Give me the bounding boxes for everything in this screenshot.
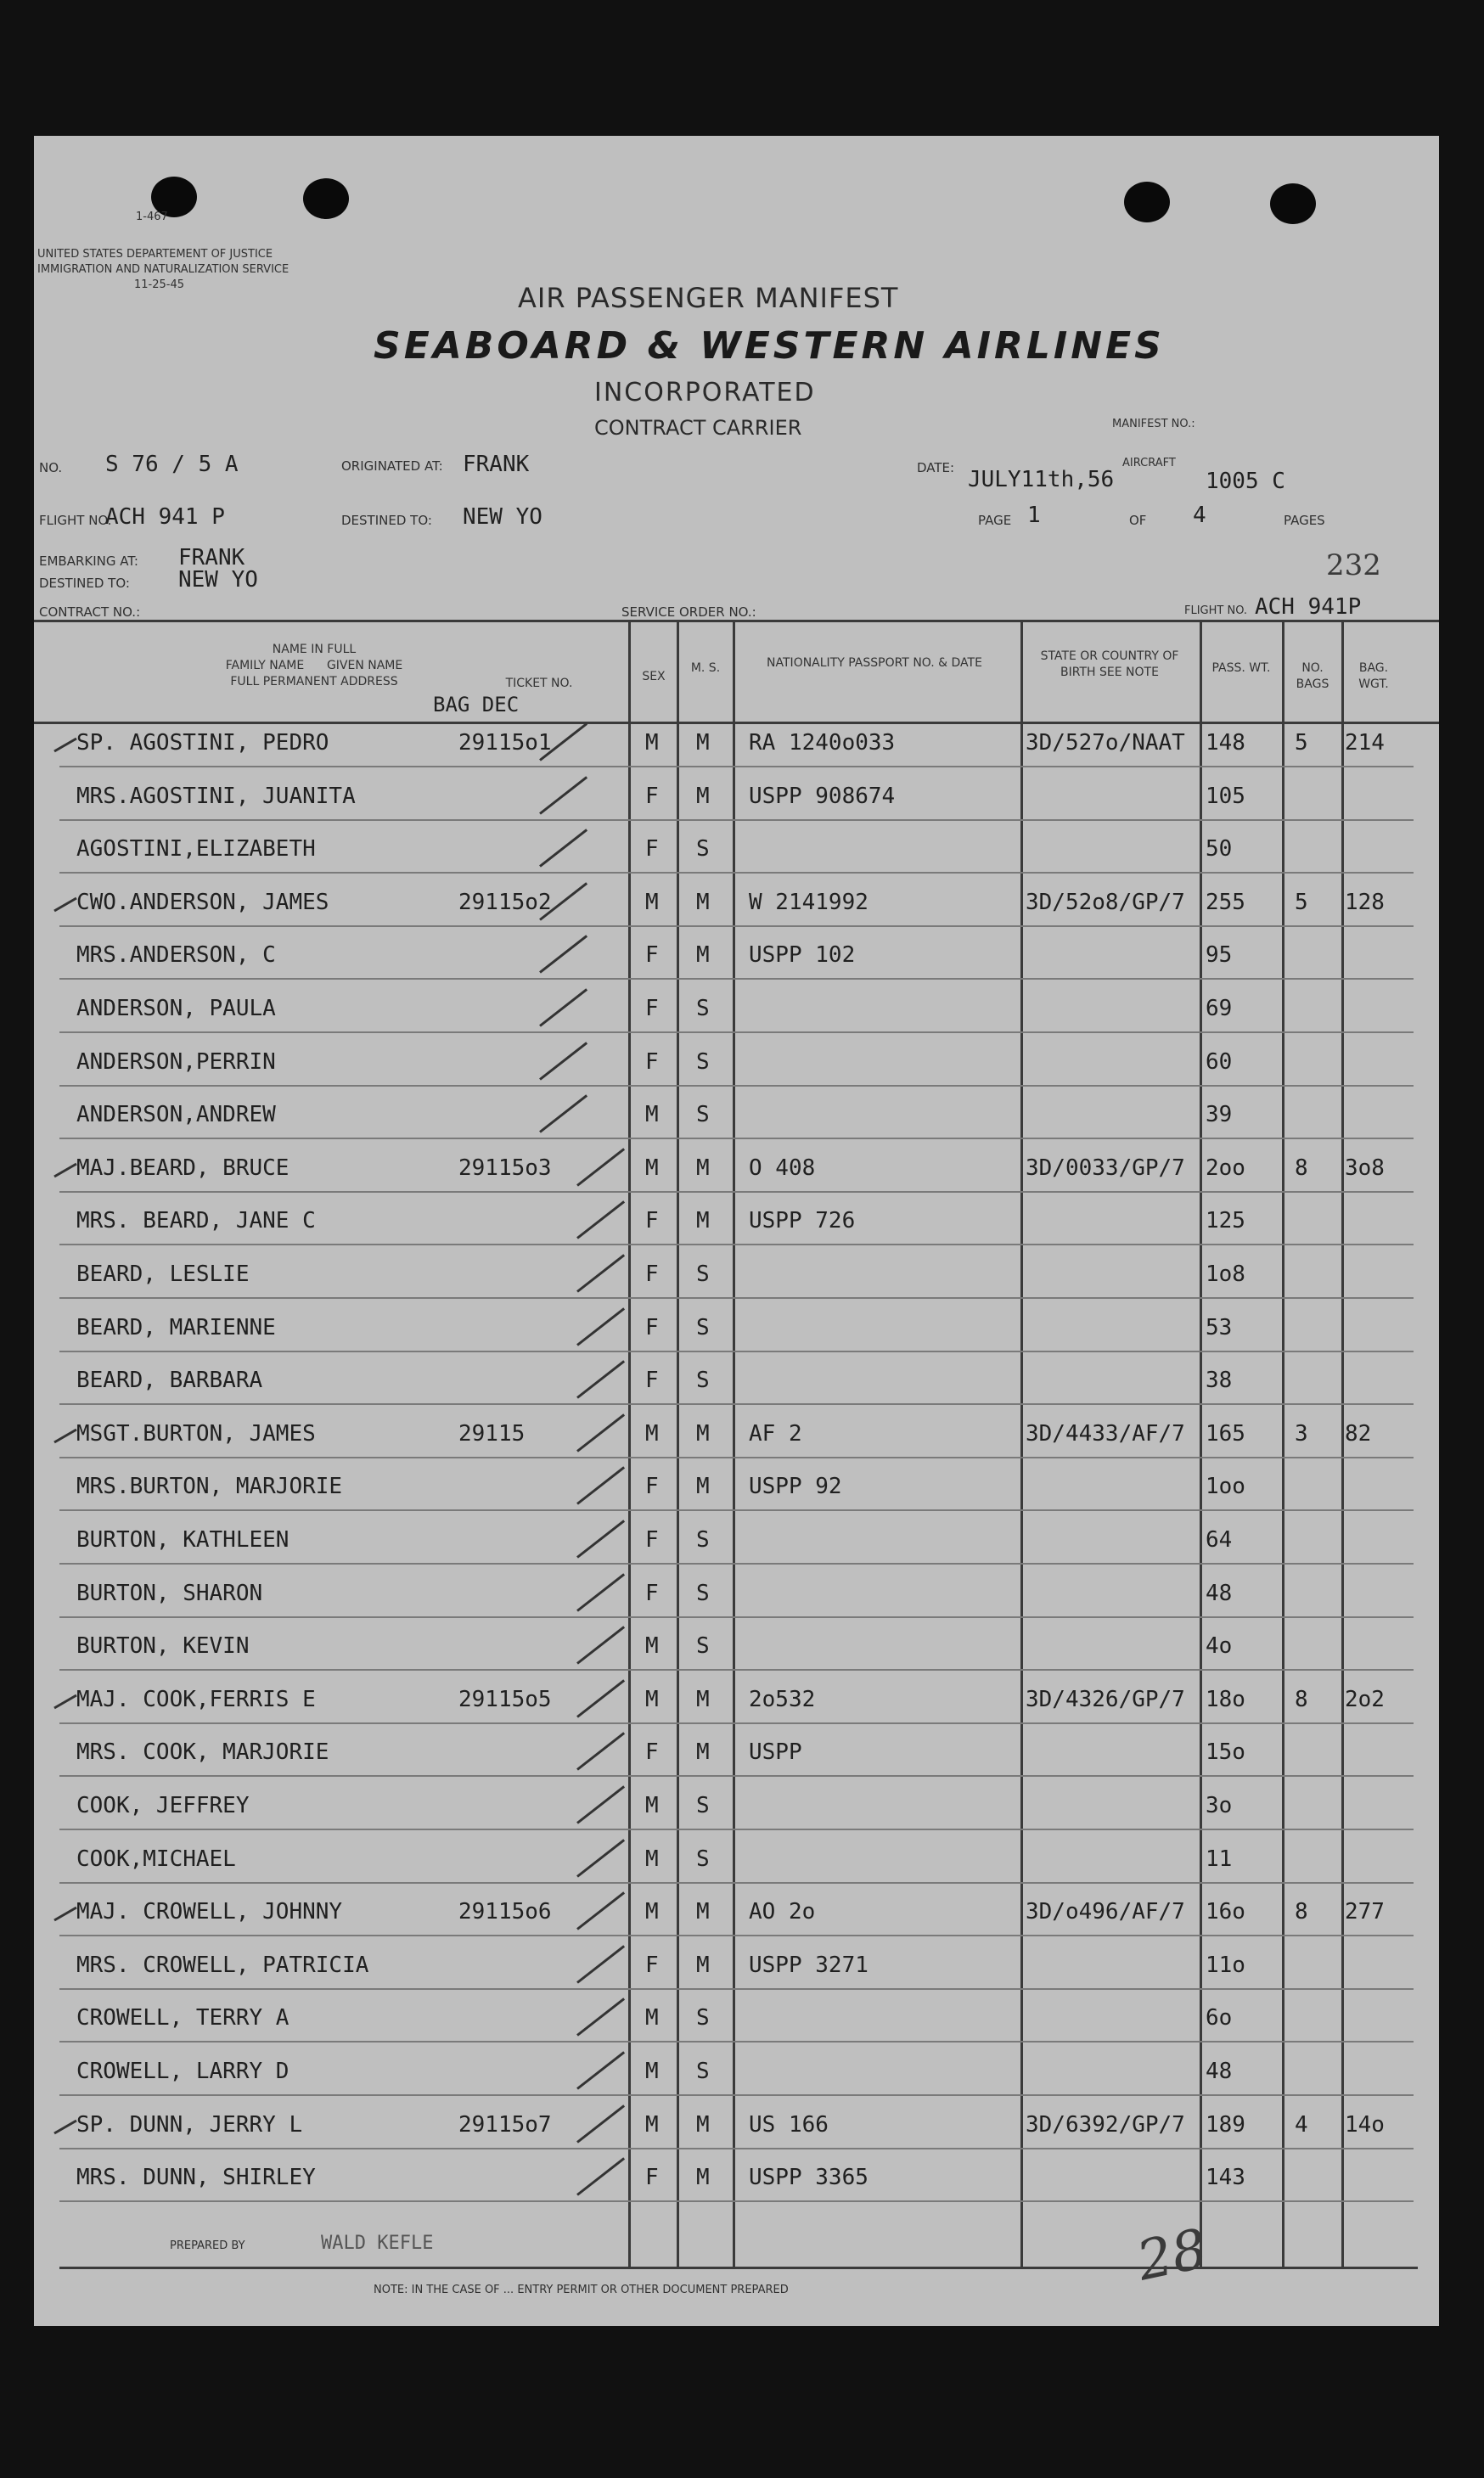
col-rule (628, 620, 631, 2268)
col-ticket-header: TICKET NO. (505, 677, 573, 690)
passenger-name: MSGT.BURTON, JAMES (76, 1420, 316, 1447)
passenger-weight: 53 (1206, 1314, 1233, 1340)
punch-hole (1124, 182, 1170, 222)
check-mark (539, 1042, 587, 1080)
birth-state: 3D/4326/GP/7 (1026, 1686, 1185, 1712)
number-of-bags: 8 (1295, 1686, 1308, 1712)
bag-dec-number: 29115o3 (458, 1155, 552, 1181)
footer-note: NOTE: IN THE CASE OF ... ENTRY PERMIT OR OTHER DOCUMENT PREPARED (374, 2284, 789, 2296)
form-number: 1-467 (136, 211, 168, 223)
head-of-family-mark (53, 1907, 76, 1922)
originated-label: ORIGINATED AT: (341, 458, 443, 474)
passenger-weight: 148 (1206, 730, 1245, 756)
check-mark (576, 1360, 625, 1398)
passenger-name: COOK,MICHAEL (76, 1846, 236, 1872)
check-mark (539, 829, 587, 867)
bag-weight: 14o (1345, 2111, 1385, 2138)
of-label: OF (1129, 513, 1147, 528)
bag-weight: 82 (1345, 1420, 1372, 1447)
manifest-no-label: MANIFEST NO.: (1112, 418, 1195, 430)
passenger-marital-status: M (696, 1420, 710, 1447)
pages-label: PAGES (1284, 513, 1325, 528)
passenger-name: MRS.AGOSTINI, JUANITA (76, 783, 356, 809)
prepared-label: PREPARED BY (170, 2239, 245, 2252)
passenger-weight: 4o (1206, 1633, 1233, 1660)
bag-dec-number: 29115 (458, 1420, 526, 1447)
passenger-name: BEARD, MARIENNE (76, 1314, 276, 1340)
col-bagdec-header: BAG DEC (433, 693, 520, 716)
passenger-sex: F (645, 1261, 659, 1287)
passenger-sex: F (645, 1368, 659, 1394)
bag-weight: 3o8 (1345, 1155, 1385, 1181)
check-mark (576, 1998, 625, 2037)
date-label: DATE: (917, 460, 955, 475)
row-rule (59, 1563, 1414, 1565)
flight-no-label: FLIGHT NO. (39, 513, 112, 528)
check-mark (539, 1094, 587, 1132)
of-value: 4 (1193, 503, 1206, 528)
passenger-marital-status: S (696, 996, 710, 1021)
passenger-marital-status: M (696, 1952, 710, 1978)
service-order-label: SERVICE ORDER NO.: (621, 604, 756, 620)
passenger-weight: 16o (1206, 1899, 1245, 1925)
passport-number: W 2141992 (749, 889, 868, 915)
number-of-bags: 5 (1295, 730, 1308, 756)
col-rule (1341, 620, 1344, 2268)
passenger-weight: 143 (1206, 2165, 1245, 2191)
passenger-marital-status: M (696, 730, 710, 756)
bag-weight: 214 (1345, 730, 1385, 756)
passenger-marital-status: M (696, 1474, 710, 1500)
passenger-weight: 189 (1206, 2111, 1245, 2138)
check-mark (539, 776, 587, 814)
handwritten-total: 28 (1132, 2217, 1213, 2294)
passenger-sex: F (645, 1739, 659, 1766)
passenger-marital-status: S (696, 1314, 710, 1340)
page-label: PAGE (978, 513, 1012, 528)
row-rule (59, 766, 1414, 767)
check-mark (576, 1413, 625, 1452)
row-rule (59, 1722, 1414, 1724)
passenger-weight: 165 (1206, 1420, 1245, 1447)
row-rule (59, 1191, 1414, 1193)
bag-weight: 128 (1345, 889, 1385, 915)
passenger-sex: F (645, 783, 659, 809)
row-rule (59, 925, 1414, 927)
passenger-name: BURTON, SHARON (76, 1580, 263, 1606)
contract-carrier: CONTRACT CARRIER (594, 416, 802, 440)
embarking-label: EMBARKING AT: (39, 553, 138, 569)
check-mark (576, 1201, 625, 1239)
passenger-weight: 69 (1206, 996, 1233, 1021)
passenger-weight: 60 (1206, 1048, 1233, 1075)
passenger-weight: 48 (1206, 2059, 1233, 2084)
passenger-sex: F (645, 996, 659, 1021)
row-rule (59, 1297, 1414, 1299)
bag-dec-number: 29115o5 (458, 1686, 552, 1712)
flight-no2-label: FLIGHT NO. (1184, 604, 1248, 617)
head-of-family-mark (53, 1694, 76, 1709)
row-rule (59, 1669, 1414, 1671)
destined-label: DESTINED TO: (341, 513, 432, 528)
table-bottom-rule (59, 2267, 1418, 2269)
col-rule (1200, 620, 1202, 2268)
passenger-weight: 18o (1206, 1686, 1245, 1712)
passenger-marital-status: S (696, 1261, 710, 1287)
row-rule (59, 872, 1414, 874)
passenger-weight: 50 (1206, 836, 1233, 863)
passenger-weight: 105 (1206, 783, 1245, 809)
passenger-sex: F (645, 1580, 659, 1606)
col-rule (1020, 620, 1023, 2268)
passenger-sex: F (645, 1474, 659, 1500)
passenger-marital-status: S (696, 1368, 710, 1394)
page-number-handwritten: 232 (1326, 548, 1381, 582)
passenger-sex: M (645, 730, 659, 756)
passenger-marital-status: S (696, 1527, 710, 1553)
check-mark (539, 936, 587, 974)
passenger-weight: 95 (1206, 942, 1233, 969)
row-rule (59, 1882, 1414, 1884)
passenger-weight: 1oo (1206, 1474, 1245, 1500)
row-rule (59, 819, 1414, 821)
row-rule (59, 1457, 1414, 1458)
row-rule (59, 978, 1414, 980)
passenger-marital-status: S (696, 1633, 710, 1660)
passenger-marital-status: M (696, 1739, 710, 1766)
dest-to-label: DESTINED TO: (39, 576, 130, 591)
check-mark (576, 1254, 625, 1292)
passenger-name: CROWELL, LARRY D (76, 2059, 289, 2084)
bag-dec-number: 29115o2 (458, 889, 552, 915)
airline-name: SEABOARD & WESTERN AIRLINES (374, 324, 1165, 368)
check-mark (576, 1891, 625, 1930)
manifest-title: AIR PASSENGER MANIFEST (518, 282, 899, 314)
check-mark (576, 1520, 625, 1558)
passport-number: AO 2o (749, 1899, 816, 1925)
col-ms-header: M. S. (690, 661, 721, 675)
birth-state: 3D/527o/NAAT (1026, 730, 1185, 756)
check-mark (576, 1626, 625, 1664)
passenger-name: MRS. DUNN, SHIRLEY (76, 2165, 316, 2191)
no-label: NO. (39, 460, 63, 475)
passenger-weight: 15o (1206, 1739, 1245, 1766)
head-of-family-mark (53, 1162, 76, 1177)
row-rule (59, 1403, 1414, 1405)
flight-no2-value: ACH 941P (1255, 594, 1362, 620)
row-rule (59, 2041, 1414, 2043)
row-rule (59, 1031, 1414, 1033)
date-value: JULY11th,56 (968, 467, 1115, 492)
row-rule (59, 1509, 1414, 1511)
table-top-rule (34, 620, 1439, 622)
passenger-weight: 1o8 (1206, 1261, 1245, 1287)
row-rule (59, 1775, 1414, 1777)
row-rule (59, 2200, 1414, 2202)
passenger-name: CROWELL, TERRY A (76, 2005, 289, 2031)
passenger-marital-status: M (696, 2165, 710, 2191)
check-mark (576, 2104, 625, 2143)
check-mark (576, 1573, 625, 1611)
check-mark (576, 2051, 625, 2089)
row-rule (59, 2148, 1414, 2149)
row-rule (59, 1988, 1414, 1990)
col-rule (1282, 620, 1284, 2268)
passenger-weight: 125 (1206, 1208, 1245, 1234)
passenger-sex: F (645, 1048, 659, 1075)
passenger-name: MRS. BEARD, JANE C (76, 1208, 316, 1234)
destined-value: NEW YO (463, 504, 542, 530)
bag-dec-number: 29115o6 (458, 1899, 552, 1925)
punch-hole (303, 178, 349, 219)
flight-no-value: ACH 941 P (105, 504, 225, 530)
row-rule (59, 1935, 1414, 1936)
check-mark (576, 2157, 625, 2195)
passenger-weight: 39 (1206, 1102, 1233, 1128)
punch-hole (1270, 183, 1316, 224)
passenger-sex: M (645, 1686, 659, 1712)
passenger-marital-status: S (696, 1048, 710, 1075)
passport-number: USPP 3271 (749, 1952, 868, 1978)
col-passwt-header: PASS. WT. (1211, 661, 1271, 675)
row-rule (59, 1244, 1414, 1245)
passenger-sex: F (645, 1208, 659, 1234)
manifest-page (34, 136, 1439, 2326)
passenger-sex: F (645, 836, 659, 863)
originated-value: FRANK (463, 452, 530, 477)
passenger-marital-status: M (696, 889, 710, 915)
form-date: 11-25-45 (134, 278, 185, 291)
passenger-sex: F (645, 1527, 659, 1553)
form-service: IMMIGRATION AND NATURALIZATION SERVICE (37, 263, 289, 276)
passport-number: 2o532 (749, 1686, 816, 1712)
passenger-weight: 6o (1206, 2005, 1233, 2031)
birth-state: 3D/6392/GP/7 (1026, 2111, 1185, 2138)
passenger-sex: M (645, 2059, 659, 2084)
col-nobags-header: NO. BAGS (1296, 661, 1329, 691)
check-mark (576, 1307, 625, 1346)
passenger-sex: F (645, 942, 659, 969)
passenger-name: BEARD, BARBARA (76, 1368, 263, 1394)
birth-state: 3D/52o8/GP/7 (1026, 889, 1185, 915)
check-mark (576, 1679, 625, 1717)
bag-weight: 2o2 (1345, 1686, 1385, 1712)
col-state-header: STATE OR COUNTRY OF BIRTH SEE NOTE (1040, 649, 1179, 679)
contract-label: CONTRACT NO.: (39, 604, 141, 620)
passenger-name: MAJ.BEARD, BRUCE (76, 1155, 289, 1181)
head-of-family-mark (53, 1428, 76, 1443)
form-agency: UNITED STATES DEPARTEMENT OF JUSTICE (37, 248, 273, 261)
passenger-name: SP. DUNN, JERRY L (76, 2111, 303, 2138)
number-of-bags: 8 (1295, 1899, 1308, 1925)
bag-dec-number: 29115o1 (458, 730, 552, 756)
passenger-name: ANDERSON,PERRIN (76, 1048, 276, 1075)
passenger-weight: 38 (1206, 1368, 1233, 1394)
header-bottom-rule (34, 722, 1439, 724)
passenger-marital-status: M (696, 1155, 710, 1181)
passenger-marital-status: M (696, 1686, 710, 1712)
passenger-name: CWO.ANDERSON, JAMES (76, 889, 329, 915)
passport-number: USPP 92 (749, 1474, 842, 1500)
passenger-weight: 64 (1206, 1527, 1233, 1553)
passenger-marital-status: S (696, 1580, 710, 1606)
passenger-weight: 11o (1206, 1952, 1245, 1978)
passport-number: US 166 (749, 2111, 829, 2138)
passenger-weight: 3o (1206, 1793, 1233, 1818)
passenger-marital-status: M (696, 1208, 710, 1234)
passenger-name: BEARD, LESLIE (76, 1261, 250, 1287)
passenger-marital-status: M (696, 2111, 710, 2138)
head-of-family-mark (53, 2119, 76, 2134)
passenger-name: MRS.BURTON, MARJORIE (76, 1474, 343, 1500)
passenger-weight: 48 (1206, 1580, 1233, 1606)
check-mark (576, 1785, 625, 1823)
birth-state: 3D/o496/AF/7 (1026, 1899, 1185, 1925)
passenger-marital-status: S (696, 1846, 710, 1872)
row-rule (59, 1616, 1414, 1618)
col-sex-header: SEX (642, 670, 666, 683)
passport-number: USPP 726 (749, 1208, 856, 1234)
aircraft-label: AIRCRAFT (1122, 457, 1176, 469)
passenger-name: ANDERSON, PAULA (76, 996, 276, 1021)
bag-weight: 277 (1345, 1899, 1385, 1925)
passenger-name: BURTON, KEVIN (76, 1633, 250, 1660)
passenger-sex: M (645, 2005, 659, 2031)
check-mark (576, 1733, 625, 1771)
passenger-sex: M (645, 1846, 659, 1872)
aircraft-value: 1005 C (1206, 469, 1285, 494)
check-mark (576, 1945, 625, 1983)
passenger-name: COOK, JEFFREY (76, 1793, 250, 1818)
passenger-marital-status: M (696, 942, 710, 969)
passenger-marital-status: S (696, 2059, 710, 2084)
passenger-marital-status: S (696, 2005, 710, 2031)
row-rule (59, 1138, 1414, 1139)
number-of-bags: 4 (1295, 2111, 1308, 2138)
passport-number: RA 1240o033 (749, 730, 896, 756)
passenger-name: SP. AGOSTINI, PEDRO (76, 730, 329, 756)
passenger-sex: M (645, 1102, 659, 1128)
passenger-name: ANDERSON,ANDREW (76, 1102, 276, 1128)
col-name-header: NAME IN FULL FAMILY NAME GIVEN NAME FULL PERMANENT ADDRESS (225, 643, 403, 688)
dest-to-value: NEW YO (178, 567, 258, 593)
passenger-weight: 2oo (1206, 1155, 1245, 1181)
passenger-name: AGOSTINI,ELIZABETH (76, 836, 316, 863)
col-rule (733, 620, 735, 2268)
birth-state: 3D/0033/GP/7 (1026, 1155, 1185, 1181)
head-of-family-mark (53, 738, 76, 753)
passenger-sex: M (645, 1793, 659, 1818)
passenger-name: MRS. COOK, MARJORIE (76, 1739, 329, 1766)
passenger-sex: M (645, 1420, 659, 1447)
passenger-name: MAJ. CROWELL, JOHNNY (76, 1899, 343, 1925)
row-rule (59, 1351, 1414, 1352)
head-of-family-mark (53, 896, 76, 912)
passenger-marital-status: S (696, 836, 710, 863)
number-of-bags: 5 (1295, 889, 1308, 915)
passport-number: O 408 (749, 1155, 816, 1181)
passenger-sex: M (645, 2111, 659, 2138)
row-rule (59, 1085, 1414, 1087)
passport-number: USPP 3365 (749, 2165, 868, 2191)
passenger-sex: F (645, 1314, 659, 1340)
passenger-sex: M (645, 1899, 659, 1925)
passport-number: USPP 908674 (749, 783, 896, 809)
passenger-name: MRS. CROWELL, PATRICIA (76, 1952, 369, 1978)
passport-number: USPP 102 (749, 942, 856, 969)
embarking-value: FRANK (178, 545, 245, 570)
col-nationality-header: NATIONALITY PASSPORT NO. & DATE (767, 656, 982, 670)
passenger-marital-status: S (696, 1102, 710, 1128)
check-mark (539, 988, 587, 1026)
passenger-marital-status: M (696, 783, 710, 809)
passenger-marital-status: M (696, 1899, 710, 1925)
passenger-sex: M (645, 1155, 659, 1181)
row-rule (59, 2094, 1414, 2096)
passport-number: AF 2 (749, 1420, 802, 1447)
passenger-sex: F (645, 2165, 659, 2191)
passenger-sex: F (645, 1952, 659, 1978)
birth-state: 3D/4433/AF/7 (1026, 1420, 1185, 1447)
col-bagwgt-header: BAG. WGT. (1358, 661, 1389, 691)
check-mark (576, 1839, 625, 1877)
bag-dec-number: 29115o7 (458, 2111, 552, 2138)
passenger-marital-status: S (696, 1793, 710, 1818)
passenger-sex: M (645, 1633, 659, 1660)
airline-inc: INCORPORATED (594, 378, 816, 407)
passport-number: USPP (749, 1739, 802, 1766)
no-value: S 76 / 5 A (105, 452, 239, 477)
passenger-name: MAJ. COOK,FERRIS E (76, 1686, 316, 1712)
passenger-name: MRS.ANDERSON, C (76, 942, 276, 969)
passenger-weight: 11 (1206, 1846, 1233, 1872)
passenger-sex: M (645, 889, 659, 915)
number-of-bags: 8 (1295, 1155, 1308, 1181)
col-rule (677, 620, 679, 2268)
row-rule (59, 1829, 1414, 1830)
number-of-bags: 3 (1295, 1420, 1308, 1447)
prepared-value: WALD KEFLE (321, 2233, 434, 2254)
passenger-weight: 255 (1206, 889, 1245, 915)
check-mark (576, 1467, 625, 1505)
check-mark (576, 1148, 625, 1186)
passenger-name: BURTON, KATHLEEN (76, 1527, 289, 1553)
page-value: 1 (1027, 503, 1041, 528)
